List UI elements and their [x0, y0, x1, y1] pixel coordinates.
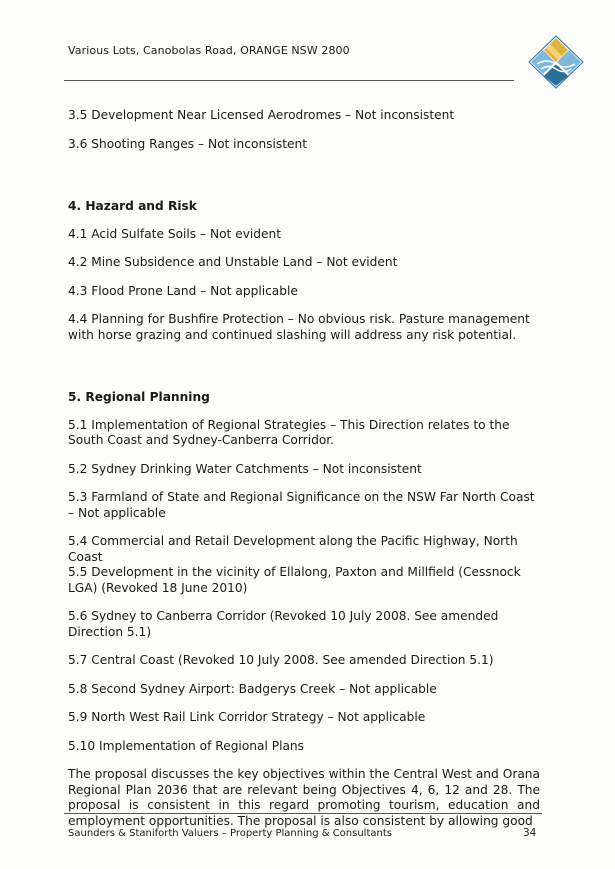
list-item: 4.3 Flood Prone Land – Not applicable — [68, 283, 298, 298]
header-address: Various Lots, Canobolas Road, ORANGE NSW 2800 — [68, 44, 350, 57]
section-heading: 5. Regional Planning — [68, 390, 210, 404]
body-paragraph: The proposal discusses the key objectives within the Central West and Orana Regional Plan 2036 that are relevant being Objectives 4, 6, 12 and 28. The proposal is consistent in this regard promoting tourism, education and employment opportunities. The proposal is also consistent by allowing good — [68, 767, 540, 828]
list-item: 4.4 Planning for Bushfire Protection – No obvious risk. Pasture management with horse grazing and continued slashing will address any risk potential. — [68, 312, 530, 342]
footer-divider — [64, 813, 542, 814]
list-item: 5.1 Implementation of Regional Strategies – This Direction relates to the South Coast and Sydney-Canberra Corridor. — [68, 417, 510, 447]
list-item: 5.6 Sydney to Canberra Corridor (Revoked 10 July 2008. See amended Direction 5.1) — [68, 609, 499, 639]
header-divider — [64, 80, 514, 81]
list-item: 5.5 Development in the vicinity of Ellalong, Paxton and Millfield (Cessnock LGA) (Revoked 18 June 2010) — [68, 565, 521, 595]
list-item: 4.2 Mine Subsidence and Unstable Land – Not evident — [68, 255, 398, 269]
list-item: 5.4 Commercial and Retail Development along the Pacific Highway, North Coast — [68, 534, 518, 564]
list-item: 5.3 Farmland of State and Regional Significance on the NSW Far North Coast – Not applicable — [68, 490, 535, 520]
list-item: 5.8 Second Sydney Airport: Badgerys Creek – Not applicable — [68, 681, 437, 696]
list-item: 3.5 Development Near Licensed Aerodromes – Not inconsistent — [68, 108, 455, 122]
list-item: 4.1 Acid Sulfate Soils – Not evident — [68, 226, 282, 241]
list-item: 5.2 Sydney Drinking Water Catchments – Not inconsistent — [68, 461, 422, 476]
list-item: 5.10 Implementation of Regional Plans — [68, 738, 305, 753]
footer-company: Saunders & Staniforth Valuers – Property Planning & Consultants — [68, 828, 392, 839]
diamond-logo-icon — [527, 34, 585, 90]
page-number: 34 — [523, 827, 537, 839]
section-heading: 4. Hazard and Risk — [68, 199, 197, 213]
list-item: 5.7 Central Coast (Revoked 10 July 2008. See amended Direction 5.1) — [68, 653, 494, 667]
list-item: 5.9 North West Rail Link Corridor Strategy – Not applicable — [68, 710, 426, 724]
list-item: 3.6 Shooting Ranges – Not inconsistent — [68, 136, 308, 151]
document-body — [68, 108, 540, 829]
